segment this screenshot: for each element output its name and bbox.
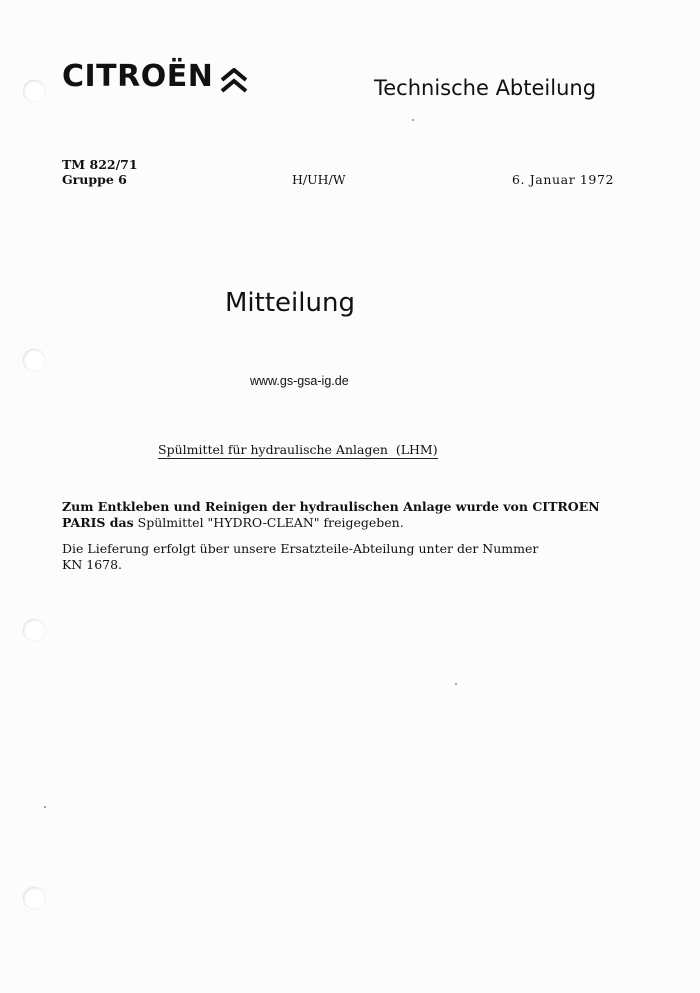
- paragraph-1-line-1: Zum Entkleben und Reinigen der hydraulischen Anlage wurde von CITROEN: [62, 499, 600, 514]
- document-date: 6. Januar 1972: [512, 172, 615, 187]
- scan-speck: [412, 119, 414, 121]
- double-chevron-icon: [220, 68, 248, 94]
- paragraph-1-line-2: [62, 515, 622, 531]
- punch-hole: [23, 349, 45, 371]
- group-number: Gruppe 6: [62, 172, 127, 187]
- paragraph-1-line-2-bold: PARIS das: [62, 515, 134, 530]
- punch-hole: [23, 619, 45, 641]
- paragraph-2: [62, 541, 622, 573]
- page-title: Mitteilung: [225, 288, 355, 318]
- paragraph-1: [62, 499, 622, 531]
- subject-heading: Spülmittel für hydraulische Anlagen (LHM): [158, 442, 438, 457]
- paragraph-2-line-2: KN 1678.: [62, 557, 123, 572]
- department-title: Technische Abteilung: [374, 76, 597, 100]
- scan-speck: [455, 683, 457, 685]
- punch-hole: [23, 887, 45, 909]
- paragraph-1-line-2-rest: Spülmittel "HYDRO-CLEAN" freigegeben.: [133, 515, 404, 530]
- scan-speck: [44, 806, 46, 808]
- citroen-logo-text: CITROËN: [62, 59, 214, 94]
- reference-sign: H/UH/W: [292, 172, 346, 187]
- paragraph-2-line-1: Die Lieferung erfolgt über unsere Ersatzteile-Abteilung unter der Nummer: [62, 541, 539, 556]
- website-link[interactable]: www.gs-gsa-ig.de: [250, 374, 349, 388]
- punch-hole: [23, 80, 45, 102]
- tm-number: TM 822/71: [62, 157, 138, 172]
